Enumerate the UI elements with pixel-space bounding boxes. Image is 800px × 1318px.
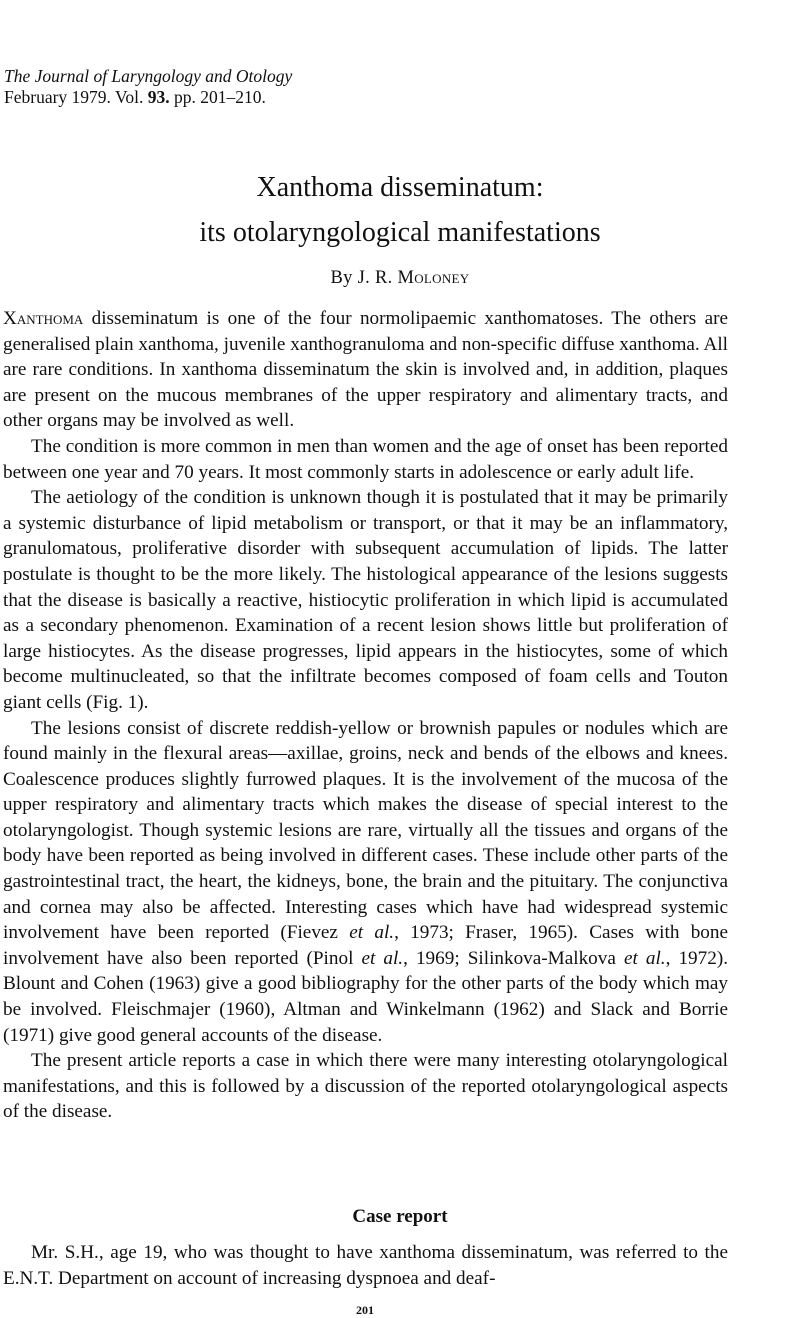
paragraph-4-part-a: The lesions consist of discrete reddish-yellow or brownish papules or nodules which are found mainly in the flexural areas—axillae, groins, neck and bends of the elbows and knees. Coalescence produces slightly furrowed plaques. It is the involvement of the mucosa of the upper respiratory and alimentary tracts which makes the disease of special interest to the otolaryngologist. Though systemic lesions are rare, virtually all the tissues and organs of the body have been reported as being involved in different cases. These include other parts of the gastrointestinal tract, the heart, the kidneys, bone, the brain and the pituitary. The conjunctiva and cornea may also be affected. Interesting cases which have had widespread systemic involvement have been reported (Fievez <box>3 717 728 944</box>
section-heading-case-report: Case report <box>352 1206 448 1227</box>
article-title-line-1: Xanthoma disseminatum: <box>256 172 544 203</box>
journal-volume: 93. <box>147 87 170 107</box>
case-report-paragraph-1: Mr. S.H., age 19, who was thought to have xanthoma disseminatum, was referred to the E.N.T. Department on account of increasing dyspnoea and deaf- <box>3 1242 728 1289</box>
journal-pages: pp. 201–210. <box>173 87 266 107</box>
paragraph-3: The aetiology of the condition is unknown though it is postulated that it may be primarily a systemic disturbance of lipid metabolism or transport, or that it may be an inflammatory, granulomatous, proliferative disorder with subsequent accumulation of lipids. The latter postulate is thought to be the more likely. The histological appearance of the lesions suggests that the disease is basically a reactive, histiocytic proliferation in which lipid is accumulated as a secondary phenomenon. Examination of a recent lesion shows little but proliferation of large histiocytes. As the disease progresses, lipid appears in the histiocytes, some of which become multinucleated, so that the infiltrate becomes composed of foam cells and Touton giant cells (Fig. 1). <box>3 487 728 713</box>
paragraph-4-part-d: , 1972). Blount and Cohen (1963) give a good bibliography for the other parts of the body which may be involved. Fleischmajer (1960), Altman and Winkelmann (1962) and Slack and Borrie (1971) give good general accounts of the disease. <box>3 947 729 1046</box>
paragraph-2: The condition is more common in men than women and the age of onset has been reported between one year and 70 years. It most commonly starts in adolescence or early adult life. <box>3 435 728 483</box>
journal-name: The Journal of Laryngology and Otology <box>4 66 293 86</box>
journal-issue-info <box>4 87 292 108</box>
case-report-body <box>3 1240 728 1291</box>
paragraph-1-lead: Xanthoma <box>3 308 84 329</box>
et-al-3: et al. <box>623 947 666 969</box>
article-title-line-2: its otolaryngological manifestations <box>199 217 601 248</box>
page-number: 201 <box>356 1303 374 1317</box>
paragraph-1-text: disseminatum is one of the four normolipaemic xanthomatoses. The others are generalised plain xanthoma, juvenile xanthogranuloma and non-specific diffuse xanthoma. All are rare conditions. In xanthoma disseminatum the skin is involved and, in addition, plaques are present on the mucous membranes of the upper respiratory and alimentary tracts, and other organs may be involved as well. <box>3 308 728 432</box>
paragraph-5: The present article reports a case in which there were many interesting otolaryngological manifestations, and this is followed by a discussion of the reported otolaryngological aspects of the disease. <box>3 1050 728 1123</box>
article-body <box>3 306 728 1125</box>
author-byline <box>0 268 800 289</box>
paragraph-1 <box>3 306 728 434</box>
author-initials: J. R. <box>357 268 398 288</box>
paragraph-4 <box>3 716 728 1049</box>
et-al-1: et al. <box>349 922 395 944</box>
author-prefix: By <box>330 268 358 288</box>
journal-date: February 1979. Vol. <box>4 87 144 107</box>
et-al-2: et al. <box>361 947 404 969</box>
paragraph-4-part-c: , 1969; Silinkova-Malkova <box>403 947 624 969</box>
paragraph-4-part-b: , 1973; Fraser, 1965). Cases with bone involvement have also been reported (Pinol <box>3 922 728 969</box>
journal-citation <box>4 66 292 108</box>
author-surname: Moloney <box>397 268 470 288</box>
